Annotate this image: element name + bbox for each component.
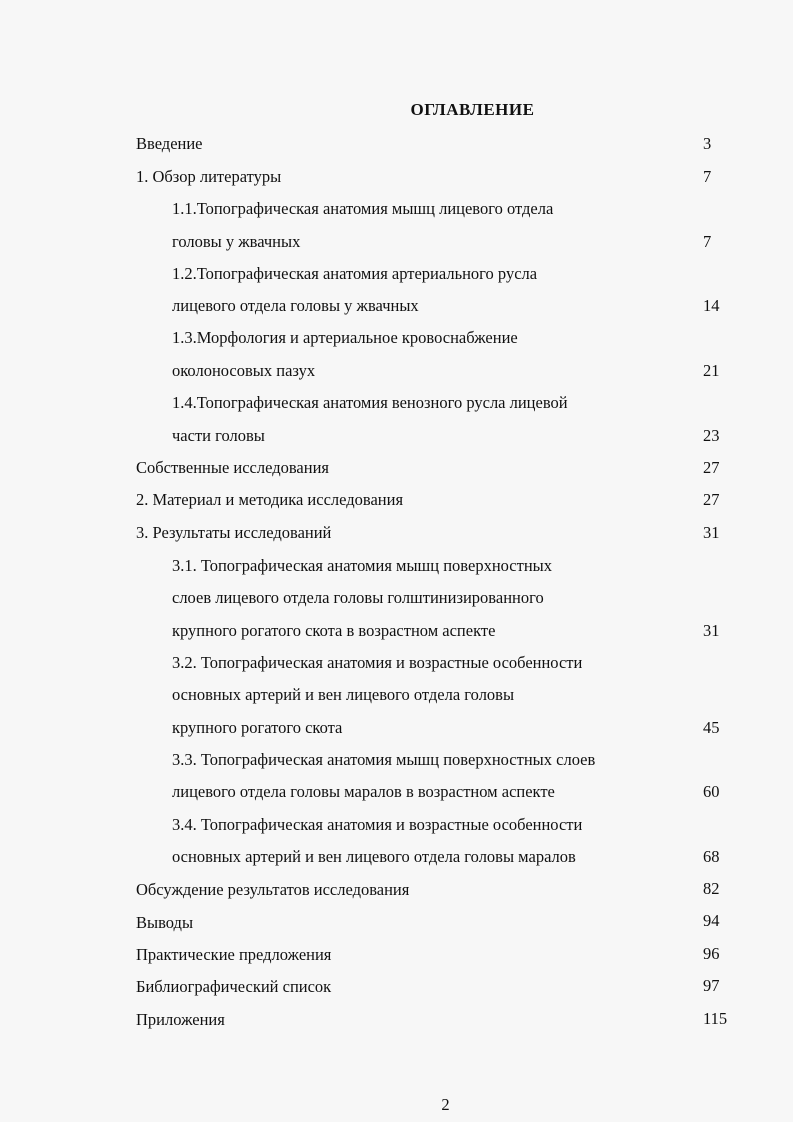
toc-entry-3-2-line1: 3.2. Топографическая анатомия и возрастные особенности: [172, 653, 583, 672]
toc-entry-discussion: Обсуждение результатов исследования: [136, 880, 410, 899]
toc-entry-3-3-line2: лицевого отдела головы маралов в возрастном аспекте: [172, 782, 555, 801]
toc-page-number: 96: [703, 944, 720, 963]
toc-entry-1-2-line2: лицевого отдела головы у жвачных: [172, 296, 419, 315]
toc-entry-3-2-line2: основных артерий и вен лицевого отдела головы: [172, 685, 515, 704]
toc-entry-conclusions: Выводы: [136, 913, 194, 932]
toc-entry-1-3-line1: 1.3.Морфология и артериальное кровоснабжение: [172, 328, 518, 347]
toc-entry-appendices: Приложения: [136, 1010, 225, 1029]
toc-page-number: 60: [703, 782, 720, 801]
toc-entry-literature-review: 1. Обзор литературы: [136, 167, 282, 186]
toc-page-number: 7: [703, 167, 712, 186]
toc-entry-3-1-line2: слоев лицевого отдела головы голштинизированного: [172, 588, 544, 607]
toc-page-number: 82: [703, 879, 720, 898]
toc-entry-materials-methods: 2. Материал и методика исследования: [136, 490, 404, 509]
toc-page-number: 45: [703, 718, 720, 737]
toc-title: ОГЛАВЛЕНИЕ: [410, 100, 535, 119]
toc-entry-1-1-line2: головы у жвачных: [172, 232, 301, 251]
toc-entry-1-1-line1: 1.1.Топографическая анатомия мышц лицевого отдела: [172, 199, 554, 218]
toc-page-number: 31: [703, 621, 720, 640]
toc-page-number: 94: [703, 911, 720, 930]
toc-page-number: 68: [703, 847, 720, 866]
toc-entry-1-2-line1: 1.2.Топографическая анатомия артериального русла: [172, 264, 538, 283]
toc-page-number: 27: [703, 490, 720, 509]
toc-entry-3-4-line2: основных артерий и вен лицевого отдела головы маралов: [172, 847, 576, 866]
toc-page-number: 21: [703, 361, 720, 380]
toc-entry-3-2-line3: крупного рогатого скота: [172, 718, 343, 737]
toc-entry-1-4-line2: части головы: [172, 426, 265, 445]
toc-entry-1-4-line1: 1.4.Топографическая анатомия венозного русла лицевой: [172, 393, 568, 412]
toc-entry-3-1-line3: крупного рогатого скота в возрастном аспекте: [172, 621, 496, 640]
toc-page-number: 27: [703, 458, 720, 477]
toc-page-number: 115: [703, 1009, 728, 1028]
toc-page-number: 97: [703, 976, 720, 995]
toc-page-number: 23: [703, 426, 720, 445]
toc-page-number: 14: [703, 296, 720, 315]
toc-entry-bibliography: Библиографический список: [136, 977, 332, 996]
toc-page-number: 31: [703, 523, 720, 542]
toc-entry-results: 3. Результаты исследований: [136, 523, 332, 542]
toc-entry-3-3-line1: 3.3. Топографическая анатомия мышц поверхностных слоев: [172, 750, 596, 769]
toc-page-number: 3: [703, 134, 712, 153]
toc-entry-3-1-line1: 3.1. Топографическая анатомия мышц поверхностных: [172, 556, 553, 575]
toc-entry-introduction: Введение: [136, 134, 203, 153]
toc-entry-own-research: Собственные исследования: [136, 458, 330, 477]
toc-entry-3-4-line1: 3.4. Топографическая анатомия и возрастные особенности: [172, 815, 583, 834]
toc-entry-1-3-line2: околоносовых пазух: [172, 361, 316, 380]
page-number-footer: 2: [441, 1095, 450, 1114]
toc-entry-practical-proposals: Практические предложения: [136, 945, 332, 964]
toc-page-number: 7: [703, 232, 712, 251]
